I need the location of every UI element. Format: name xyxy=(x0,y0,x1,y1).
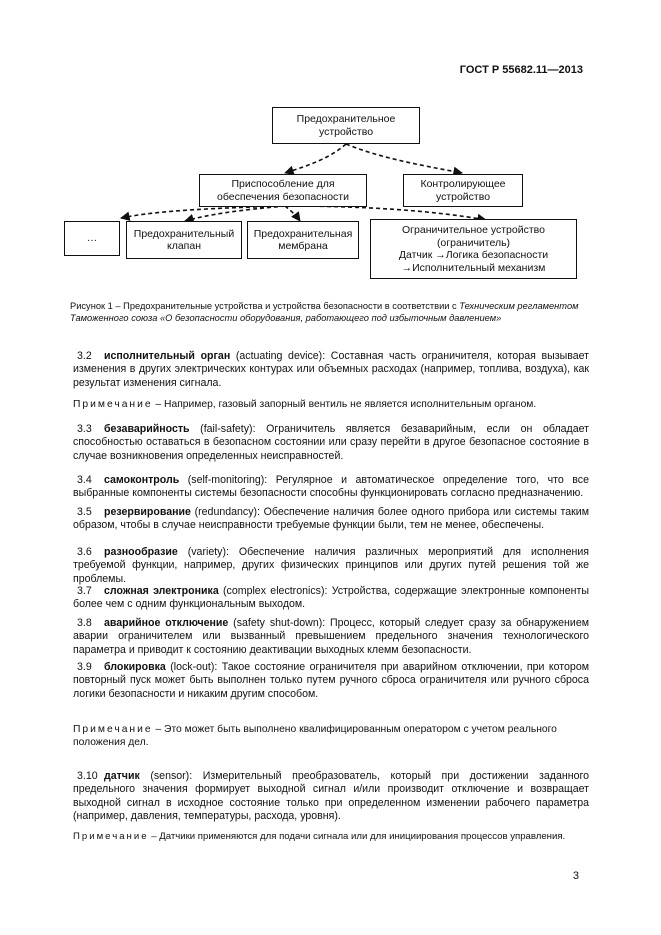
figure-caption xyxy=(70,300,591,324)
page-number: 3 xyxy=(572,870,579,882)
note-label: Примечание xyxy=(73,399,153,410)
box-limiter-line-2: (ограничитель) xyxy=(436,236,511,249)
note-3 xyxy=(73,830,589,843)
item-term: аварийное отключение xyxy=(104,617,229,629)
item-term: сложная электроника xyxy=(104,585,219,597)
item-number: 3.9 xyxy=(77,661,92,673)
note-label: Примечание xyxy=(73,831,149,842)
definition-3-5 xyxy=(73,506,589,533)
definition-3-8 xyxy=(73,617,589,657)
item-number: 3.3 xyxy=(77,423,92,435)
definition-3-10 xyxy=(73,770,589,824)
box-safety-valve xyxy=(126,221,242,259)
item-term: блокировка xyxy=(104,661,166,673)
caption-prefix: Рисунок 1 – Предохранительные устройства и устройства безопасности в соответствии с xyxy=(70,301,460,311)
box-limiter xyxy=(370,219,577,279)
definition-3-6 xyxy=(73,546,589,586)
box-safety-means xyxy=(199,174,367,207)
note-2 xyxy=(73,723,589,750)
item-term: безаварийность xyxy=(104,423,190,435)
item-term: самоконтроль xyxy=(104,474,180,486)
connector-top-to-left xyxy=(285,144,346,173)
item-text: (sensor): Измерительный преобразователь, который при достижении заданного предельного значения формирует выходной сигнал и/или производит отключение и возвращает выходной сигнал в исходное состояние только при определенном изменении рабочего параметра (например, давления, температуры, расхода, уровня). xyxy=(73,770,589,823)
box-safety-means-label: Приспособление для обеспечения безопасности xyxy=(217,178,349,203)
item-number: 3.4 xyxy=(77,474,92,486)
box-limiter-line-3: Датчик →Логика безопасности xyxy=(398,249,549,261)
note-text: – Например, газовый запорный вентиль не является исполнительным органом. xyxy=(152,399,537,410)
note-text: – Это может быть выполнено квалифицированным оператором с учетом реального положения дел. xyxy=(73,724,557,749)
note-text: – Датчики применяются для подачи сигнала или для инициирования процессов управления. xyxy=(148,831,566,842)
item-text: (lock-out): Такое состояние ограничителя при аварийном отключении, при котором повторный пуск может быть выполнен только путем ручного сброса ограничителя или ручного сброса логики безопасности и никаким другим способом. xyxy=(73,661,589,700)
connector-to-limiter xyxy=(285,206,486,220)
box-limiter-line-1: Ограничительное устройство xyxy=(402,224,545,236)
item-term: датчик xyxy=(104,770,140,782)
safety-devices-diagram xyxy=(0,0,661,300)
item-text: (self-monitoring): Регулярное и автоматическое определение того, что все выбранные компоненты системы безопасности способны функционировать согласно предназначению. xyxy=(73,474,589,500)
item-term: резервирование xyxy=(104,506,191,518)
item-number: 3.2 xyxy=(77,350,92,362)
definition-3-3 xyxy=(73,423,589,463)
box-ellipsis xyxy=(64,221,120,256)
document-id: ГОСТ Р 55682.11—2013 xyxy=(459,64,583,76)
item-text: (actuating device): Составная часть ограничителя, которая вызывает изменения в других электрических контурах или объемных расходах (например, топлива, воздуха), как результат изменения сигнала. xyxy=(73,350,589,389)
definition-3-4 xyxy=(73,474,589,501)
box-safety-membrane-label: Предохранительная мембрана xyxy=(253,227,353,252)
definition-3-2 xyxy=(73,350,589,390)
item-number: 3.8 xyxy=(77,617,92,629)
definition-3-9 xyxy=(73,661,589,701)
connector-top-to-right xyxy=(346,144,462,173)
box-control-device-label: Контролирующее устройство xyxy=(420,178,506,203)
connector-to-membrane xyxy=(285,206,300,221)
item-number: 3.5 xyxy=(77,506,92,518)
item-text: (redundancy): Обеспечение наличия более одного прибора или системы таким образом, чтобы в случае неисправности требуемые функции были, тем не менее, обеспечены. xyxy=(73,506,589,532)
box-control-device xyxy=(403,174,523,207)
box-safety-device xyxy=(272,107,420,144)
item-number: 3.6 xyxy=(77,546,92,558)
definition-3-7 xyxy=(73,585,589,612)
item-text: (fail-safety): Ограничитель является безаварийным, если он обладает способностью оставаться в безопасном состоянии или сразу перейти в другое безопасное состояние в случае возникновения определенных неисправностей. xyxy=(73,423,589,462)
item-term: разнообразие xyxy=(104,546,178,558)
box-safety-device-label: Предохранительное устройство xyxy=(296,113,396,138)
box-safety-membrane xyxy=(247,221,359,259)
note-1 xyxy=(73,398,589,411)
box-ellipsis-label: … xyxy=(86,232,98,245)
item-text: (complex electronics): Устройства, содержащие электронные компоненты более чем с одним функциональным выходом. xyxy=(73,585,589,611)
item-text: (safety shut-down): Процесс, который следует сразу за обнаружением аварии ограничителем или вызванный превышением предельного значения технологического параметра и приводит к состоянию деактивации выходных клемм безопасности. xyxy=(73,617,590,656)
item-number: 3.10 xyxy=(77,770,98,782)
item-text: (variety): Обеспечение наличия различных мероприятий для исполнения требуемой функции, например, других физических принципов или других путей решения той же проблемы. xyxy=(73,546,589,585)
box-safety-valve-label: Предохранительный клапан xyxy=(133,227,235,252)
caption-italic: Техническим регламентом Таможенного союза «О безопасности оборудования, работающего под избыточным давлением» xyxy=(70,301,579,323)
note-label: Примечание xyxy=(73,724,153,735)
item-term: исполнительный орган xyxy=(104,350,231,362)
box-limiter-line-4: →Исполнительный механизм xyxy=(401,261,546,274)
item-number: 3.7 xyxy=(77,585,92,597)
